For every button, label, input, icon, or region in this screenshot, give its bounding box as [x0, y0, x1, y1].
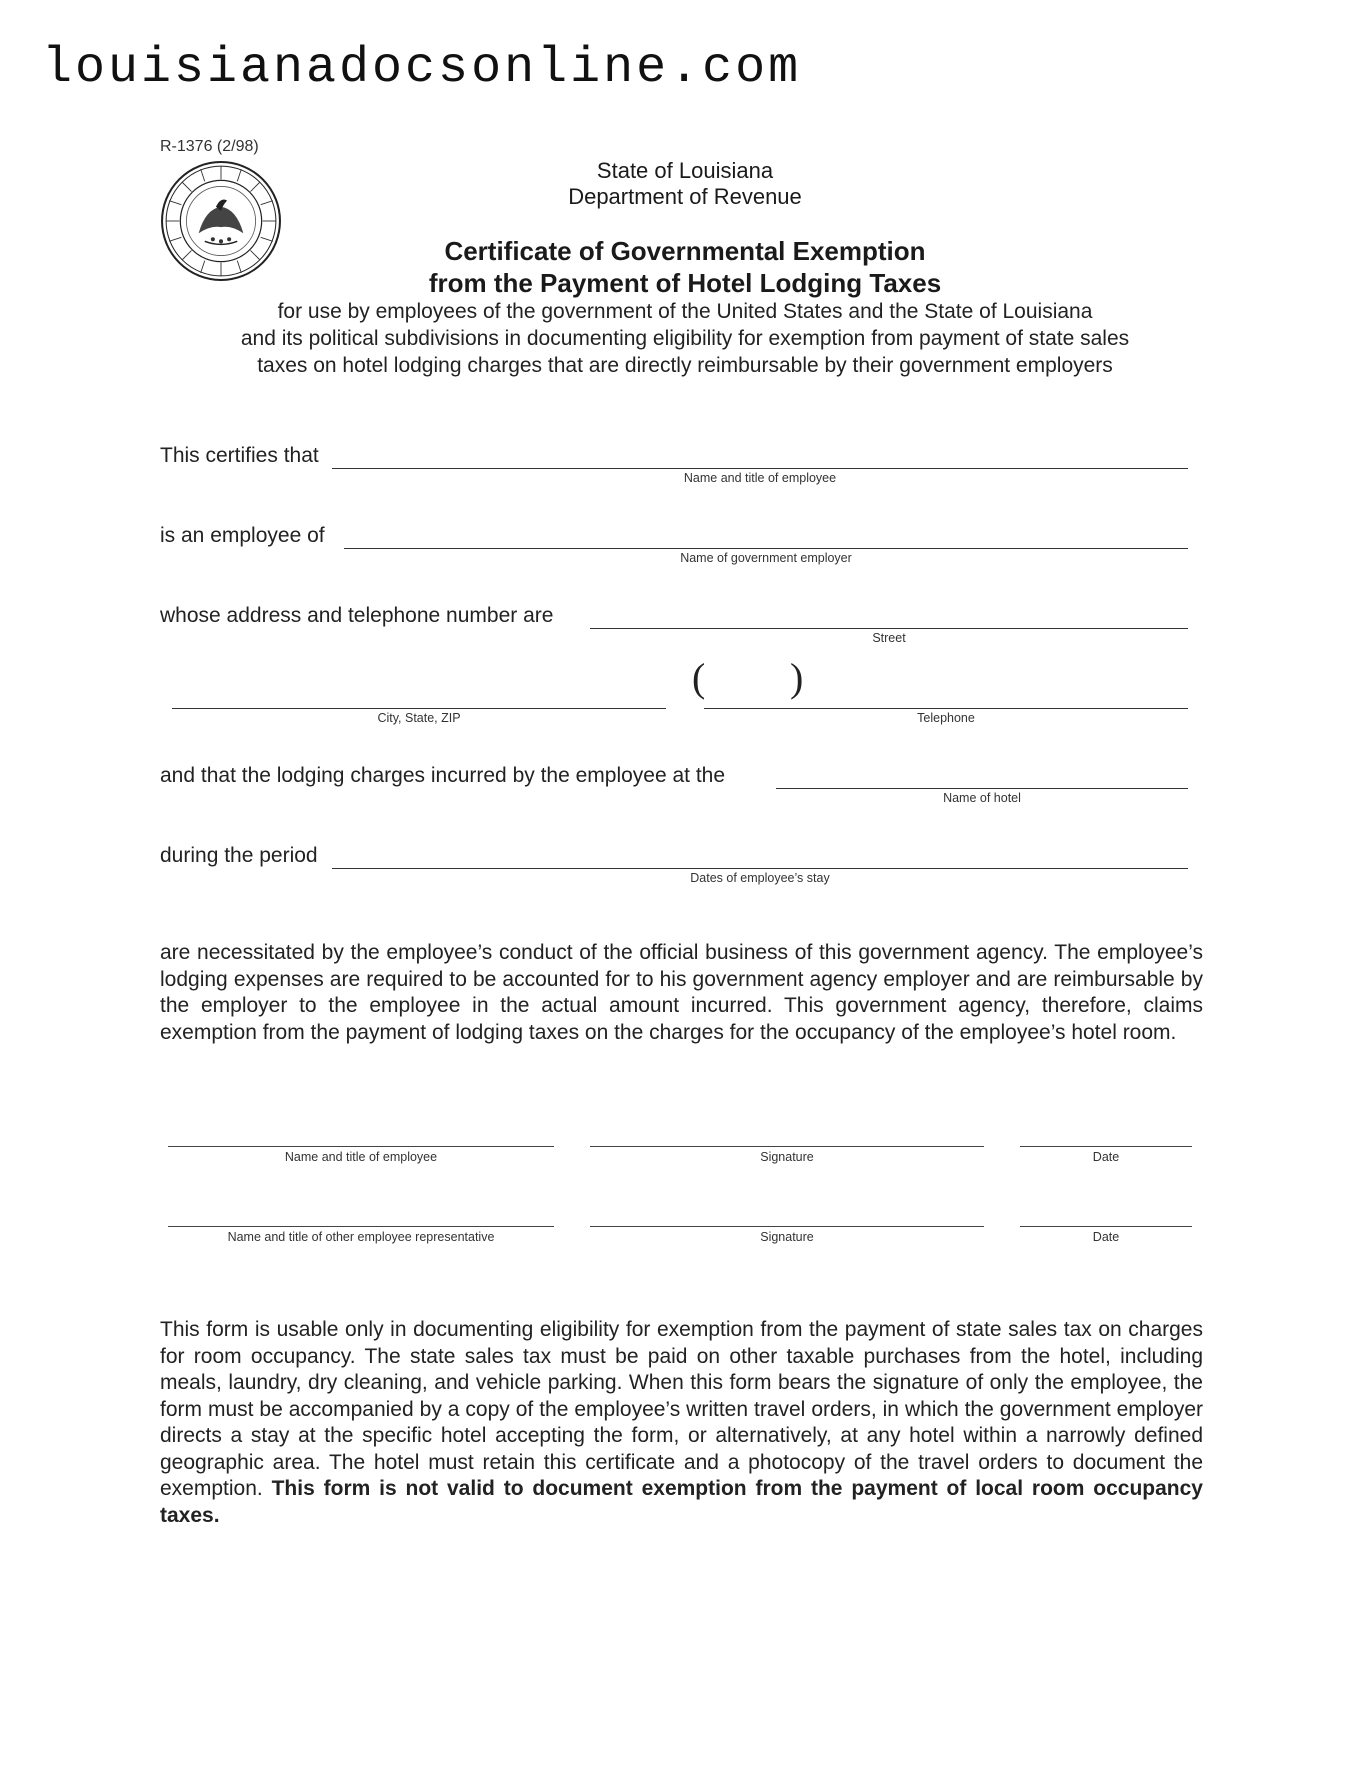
- representative-name-title-caption: Name and title of other employee representative: [227, 1230, 495, 1244]
- representative-signature-line[interactable]: [590, 1226, 984, 1227]
- employer-name-field[interactable]: [344, 548, 1188, 549]
- employer-name-caption: Name of government employer: [680, 551, 852, 565]
- footer-note: [160, 1317, 1203, 1529]
- employee-signature-caption: Signature: [760, 1150, 814, 1164]
- street-caption: Street: [872, 631, 906, 645]
- statement-paragraph: are necessitated by the employee’s conduct of the official business of this government agency. The employee’s lodging expenses are required to be accounted for to his government agency employer and are reimbursable by the employer to the employee in the actual amount incurred. This government agency, therefore, claims exemption from the payment of lodging taxes on the charges for the occupancy of the employee’s hotel room.: [160, 941, 1203, 1044]
- hotel-name-field[interactable]: [776, 788, 1188, 789]
- form-title-line-2: from the Payment of Hotel Lodging Taxes: [428, 268, 942, 298]
- city-state-zip-caption: City, State, ZIP: [377, 711, 461, 725]
- street-field[interactable]: [590, 628, 1188, 629]
- representative-signature-caption: Signature: [760, 1230, 814, 1244]
- telephone-field[interactable]: [704, 708, 1188, 709]
- employee-name-title-line[interactable]: [168, 1146, 554, 1147]
- subtitle-line-3: taxes on hotel lodging charges that are directly reimbursable by their government employers: [257, 354, 1113, 377]
- employee-date-caption: Date: [1092, 1150, 1120, 1164]
- hotel-label: and that the lodging charges incurred by the employee at the: [160, 764, 726, 787]
- form-number: R-1376 (2/98): [160, 138, 259, 155]
- subtitle-line-1: for use by employees of the government of the United States and the State of Louisiana: [277, 300, 1093, 323]
- city-state-zip-field[interactable]: [172, 708, 666, 709]
- footer-note-bold: This form is not valid to document exemption from the payment of local room occupancy taxes.: [160, 1477, 1203, 1527]
- employee-name-title-caption: Name and title of employee: [284, 1150, 438, 1164]
- form-title-line-1: Certificate of Governmental Exemption: [444, 236, 926, 266]
- site-banner: louisianadocsonline.com: [42, 40, 802, 97]
- area-code-open-paren: (: [692, 655, 706, 700]
- footer-note-text: This form is usable only in documenting eligibility for exemption from the payment of state sales tax on charges for room occupancy. The state sales tax must be paid on other taxable purchases from the hotel, including meals, laundry, dry cleaning, and vehicle parking. When this form bears the signature of only the employee, the form must be accompanied by a copy of the employee’s written travel orders, in which the government employer directs a stay at the specific hotel accepting the form, or alternatively, at any hotel within a narrowly defined geographic area. The hotel must retain this certificate and a photocopy of the travel orders to document the exemption.: [160, 1318, 1203, 1500]
- employee-name-field[interactable]: [332, 468, 1188, 469]
- certifies-label: This certifies that: [160, 444, 319, 467]
- hotel-name-caption: Name of hotel: [943, 791, 1021, 805]
- telephone-caption: Telephone: [917, 711, 975, 725]
- stay-dates-caption: Dates of employee’s stay: [690, 871, 830, 885]
- address-label: whose address and telephone number are: [160, 604, 554, 627]
- subtitle-line-2: and its political subdivisions in documenting eligibility for exemption from payment of state sales: [240, 327, 1130, 350]
- representative-name-title-line[interactable]: [168, 1226, 554, 1227]
- representative-date-caption: Date: [1092, 1230, 1120, 1244]
- employee-signature-line[interactable]: [590, 1146, 984, 1147]
- area-code-close-paren: ): [790, 655, 804, 700]
- stay-dates-field[interactable]: [332, 868, 1188, 869]
- employee-date-line[interactable]: [1020, 1146, 1192, 1147]
- employee-of-label: is an employee of: [160, 524, 325, 547]
- state-name: State of Louisiana: [596, 158, 774, 183]
- representative-date-line[interactable]: [1020, 1226, 1192, 1227]
- employee-name-caption: Name and title of employee: [683, 471, 837, 485]
- department-name: Department of Revenue: [568, 184, 802, 209]
- period-label: during the period: [160, 844, 318, 867]
